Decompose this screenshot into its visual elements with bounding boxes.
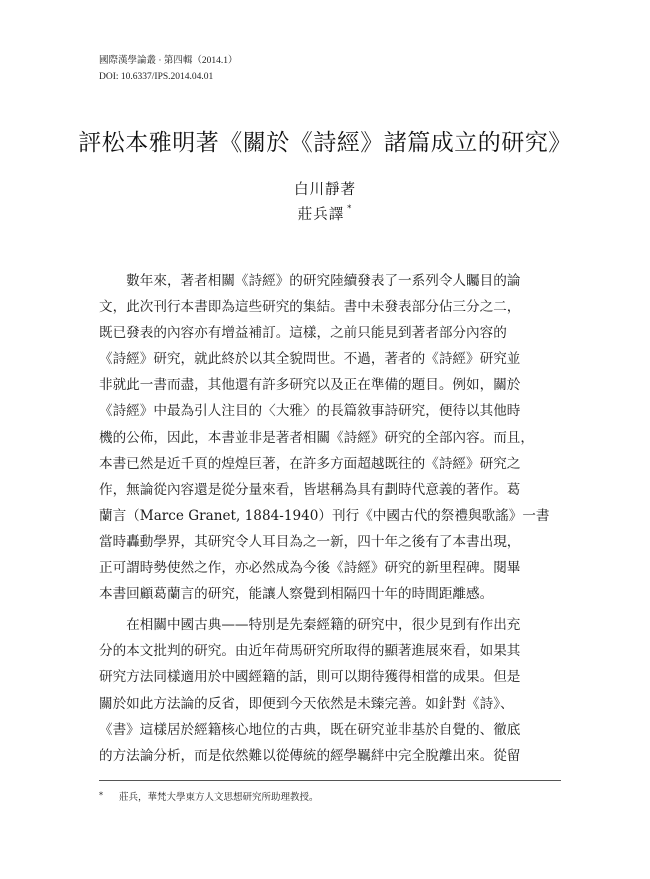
text-line: 本書已然是近千頁的煌煌巨著，在許多方面超越既往的《詩經》研究之 <box>99 455 521 472</box>
text-line: 研究方法同樣適用於中國經籍的話，則可以期待獲得相當的成果。但是 <box>99 669 521 686</box>
author-name: 白川靜著 <box>294 182 356 198</box>
text-line: 《詩經》中最為引人注目的〈大雅〉的長篇敘事詩研究，便待以其他時 <box>99 403 521 420</box>
article-title: 評松本雅明著《關於《詩經》諸篇成立的研究》 <box>78 130 572 156</box>
footnote-divider <box>99 780 561 781</box>
text-line: 蘭言（Marce Granet, 1884-1940）刊行《中國古代的祭禮與歌謠》一書 <box>99 507 550 524</box>
footnote-text: 莊兵，華梵大學東方人文思想研究所助理教授。 <box>119 792 319 803</box>
translator-name: 莊兵譯 <box>297 207 345 223</box>
text-line: 《書》這樣居於經籍核心地位的古典，既在研究並非基於自覺的、徹底 <box>99 721 521 738</box>
text-line: 當時轟動學界，其研究令人耳目為之一新，四十年之後有了本書出現， <box>99 533 521 550</box>
doi-line: DOI: 10.6337/IPS.2014.04.01 <box>99 72 214 82</box>
text-line: 的方法論分析，而是依然難以從傳統的經學羈絆中完全脫離出來。從留 <box>99 747 521 764</box>
paragraph-1 <box>99 268 561 607</box>
text-line: 分的本文批判的研究。由近年荷馬研究所取得的顯著進展來看，如果其 <box>99 643 521 660</box>
footnote-mark: * <box>99 791 103 800</box>
footnote-marker[interactable]: * <box>347 204 353 213</box>
translator-line <box>0 203 650 224</box>
text-line: 機的公佈，因此，本書並非是著者相關《詩經》研究的全部內容。而且， <box>99 429 534 446</box>
text-line: 在相關中國古典——特別是先秦經籍的研究中，很少見到有作出充 <box>99 617 521 634</box>
text-line: 既已發表的內容亦有增益補訂。這樣，之前只能見到著者部分內容的 <box>99 325 507 342</box>
text-line: 非就此一書而盡，其他還有許多研究以及正在準備的題目。例如，關於 <box>99 377 521 394</box>
text-line: 正可謂時勢使然之作，亦必然成為今後《詩經》研究的新里程碑。閱畢 <box>99 560 521 577</box>
journal-info: 國際漢學論叢 · 第四輯（2014.1） <box>99 56 238 66</box>
text-line: 作，無論從內容還是從分量來看，皆堪稱為具有劃時代意義的著作。葛 <box>99 481 521 498</box>
text-line: 《詩經》研究，就此終於以其全貌問世。不過，著者的《詩經》研究並 <box>99 351 521 368</box>
text-line: 數年來，著者相關《詩經》的研究陸續發表了一系列令人矚目的論 <box>99 273 521 289</box>
body-text <box>99 268 561 769</box>
running-header <box>99 53 238 85</box>
text-line: 關於如此方法論的反省，即便到今天依然是未臻完善。如針對《詩》、 <box>99 695 514 712</box>
paragraph-2 <box>99 612 561 769</box>
footnote <box>99 789 319 803</box>
text-line: 文，此次刊行本書即為這些研究的集結。書中未發表部分佔三分之二， <box>99 299 521 316</box>
text-line: 本書回顧葛蘭言的研究，能讓人察覺到相隔四十年的時間距離感。 <box>99 586 494 603</box>
